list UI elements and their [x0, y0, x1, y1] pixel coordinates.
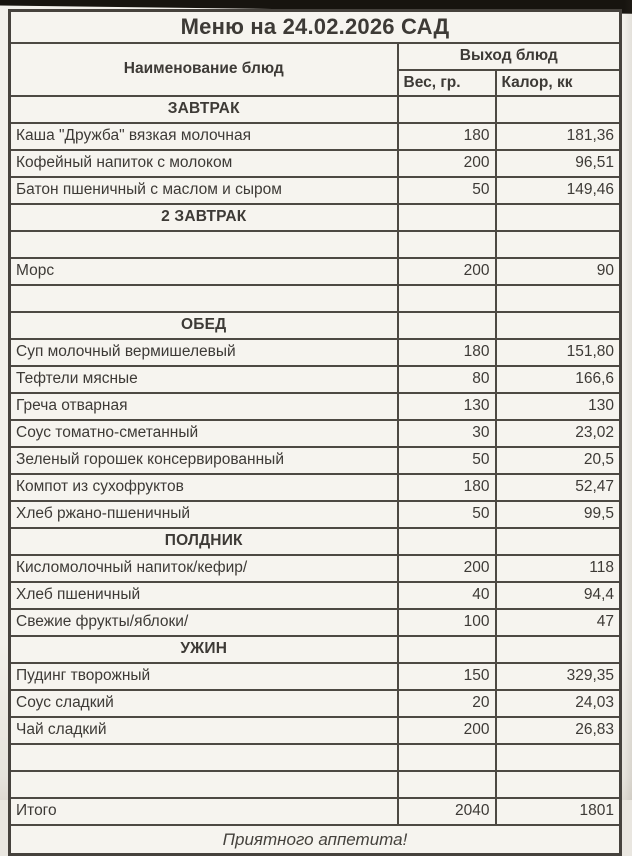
dish-name-cell: Морс: [10, 258, 398, 285]
calories-cell: 130: [496, 393, 621, 420]
calories-cell: [496, 231, 621, 258]
menu-item-row: [10, 339, 621, 366]
dish-name-cell: Греча отварная: [10, 393, 398, 420]
menu-item-row: [10, 366, 621, 393]
menu-item-row: [10, 447, 621, 474]
menu-table-footer: [10, 825, 621, 855]
weight-cell: 200: [398, 717, 496, 744]
weight-cell: 200: [398, 150, 496, 177]
footer-message: Приятного аппетита!: [10, 825, 621, 855]
weight-cell: 200: [398, 258, 496, 285]
calories-cell: [496, 96, 621, 123]
weight-cell: [398, 285, 496, 312]
menu-item-row: [10, 258, 621, 285]
calories-cell: 181,36: [496, 123, 621, 150]
section-row: [10, 636, 621, 663]
menu-item-row: [10, 393, 621, 420]
column-header-calories: Калор, кк: [496, 70, 621, 96]
header-row-group: [10, 43, 621, 70]
calories-cell: 47: [496, 609, 621, 636]
weight-cell: 180: [398, 339, 496, 366]
weight-cell: 2040: [398, 798, 496, 825]
menu-item-row: [10, 690, 621, 717]
calories-cell: 24,03: [496, 690, 621, 717]
weight-cell: [398, 312, 496, 339]
weight-cell: 100: [398, 609, 496, 636]
footer-row: [10, 825, 621, 855]
menu-item-row: [10, 150, 621, 177]
calories-cell: [496, 204, 621, 231]
calories-cell: [496, 528, 621, 555]
menu-item-row: [10, 501, 621, 528]
calories-cell: 94,4: [496, 582, 621, 609]
menu-item-row: [10, 609, 621, 636]
empty-row: [10, 744, 621, 771]
section-row: [10, 528, 621, 555]
section-title-cell: 2 ЗАВТРАК: [10, 204, 398, 231]
dish-name-cell: [10, 285, 398, 312]
section-row: [10, 204, 621, 231]
dish-name-cell: [10, 231, 398, 258]
section-title-cell: ПОЛДНИК: [10, 528, 398, 555]
dish-name-cell: Хлеб пшеничный: [10, 582, 398, 609]
menu-item-row: [10, 420, 621, 447]
section-title-cell: ОБЕД: [10, 312, 398, 339]
weight-cell: 130: [398, 393, 496, 420]
weight-cell: 40: [398, 582, 496, 609]
weight-cell: 80: [398, 366, 496, 393]
weight-cell: [398, 528, 496, 555]
weight-cell: 50: [398, 501, 496, 528]
dish-name-cell: Свежие фрукты/яблоки/: [10, 609, 398, 636]
dish-name-cell: Хлеб ржано-пшеничный: [10, 501, 398, 528]
weight-cell: 180: [398, 474, 496, 501]
menu-item-row: [10, 474, 621, 501]
dish-name-cell: [10, 744, 398, 771]
weight-cell: 150: [398, 663, 496, 690]
dish-name-cell: Зеленый горошек консервированный: [10, 447, 398, 474]
menu-table: [8, 9, 622, 856]
weight-cell: 30: [398, 420, 496, 447]
dish-name-cell: Суп молочный вермишелевый: [10, 339, 398, 366]
dish-name-cell: Батон пшеничный с маслом и сыром: [10, 177, 398, 204]
calories-cell: 118: [496, 555, 621, 582]
column-header-weight: Вес, гр.: [398, 70, 496, 96]
menu-item-row: [10, 555, 621, 582]
menu-table-body: [10, 96, 621, 825]
section-title-cell: УЖИН: [10, 636, 398, 663]
calories-cell: [496, 312, 621, 339]
calories-cell: 96,51: [496, 150, 621, 177]
calories-cell: [496, 744, 621, 771]
dish-name-cell: Соус томатно-сметанный: [10, 420, 398, 447]
calories-cell: 1801: [496, 798, 621, 825]
dish-name-cell: Кофейный напиток с молоком: [10, 150, 398, 177]
dish-name-cell: Чай сладкий: [10, 717, 398, 744]
calories-cell: 99,5: [496, 501, 621, 528]
calories-cell: 23,02: [496, 420, 621, 447]
dish-name-cell: Кисломолочный напиток/кефир/: [10, 555, 398, 582]
column-header-name: Наименование блюд: [10, 43, 398, 96]
total-row: [10, 798, 621, 825]
title-row: [10, 11, 621, 44]
menu-item-row: [10, 177, 621, 204]
calories-cell: 26,83: [496, 717, 621, 744]
empty-row: [10, 771, 621, 798]
dish-name-cell: Тефтели мясные: [10, 366, 398, 393]
empty-row: [10, 285, 621, 312]
section-row: [10, 96, 621, 123]
menu-table-header: [10, 11, 621, 97]
weight-cell: 50: [398, 447, 496, 474]
weight-cell: [398, 231, 496, 258]
menu-item-row: [10, 123, 621, 150]
calories-cell: 329,35: [496, 663, 621, 690]
calories-cell: 90: [496, 258, 621, 285]
weight-cell: [398, 204, 496, 231]
weight-cell: 20: [398, 690, 496, 717]
dish-name-cell: [10, 771, 398, 798]
calories-cell: 20,5: [496, 447, 621, 474]
menu-item-row: [10, 717, 621, 744]
calories-cell: [496, 771, 621, 798]
dish-name-cell: Каша "Дружба" вязкая молочная: [10, 123, 398, 150]
dish-name-cell: Пудинг творожный: [10, 663, 398, 690]
calories-cell: 151,80: [496, 339, 621, 366]
section-title-cell: ЗАВТРАК: [10, 96, 398, 123]
weight-cell: 50: [398, 177, 496, 204]
column-header-output-group: Выход блюд: [398, 43, 621, 70]
calories-cell: 166,6: [496, 366, 621, 393]
menu-item-row: [10, 663, 621, 690]
weight-cell: [398, 771, 496, 798]
dish-name-cell: Компот из сухофруктов: [10, 474, 398, 501]
weight-cell: 200: [398, 555, 496, 582]
calories-cell: [496, 285, 621, 312]
calories-cell: 149,46: [496, 177, 621, 204]
menu-title: Меню на 24.02.2026 САД: [10, 11, 621, 44]
weight-cell: [398, 636, 496, 663]
weight-cell: 180: [398, 123, 496, 150]
weight-cell: [398, 744, 496, 771]
weight-cell: [398, 96, 496, 123]
calories-cell: [496, 636, 621, 663]
dish-name-cell: Итого: [10, 798, 398, 825]
menu-item-row: [10, 582, 621, 609]
calories-cell: 52,47: [496, 474, 621, 501]
section-row: [10, 312, 621, 339]
empty-row: [10, 231, 621, 258]
dish-name-cell: Соус сладкий: [10, 690, 398, 717]
